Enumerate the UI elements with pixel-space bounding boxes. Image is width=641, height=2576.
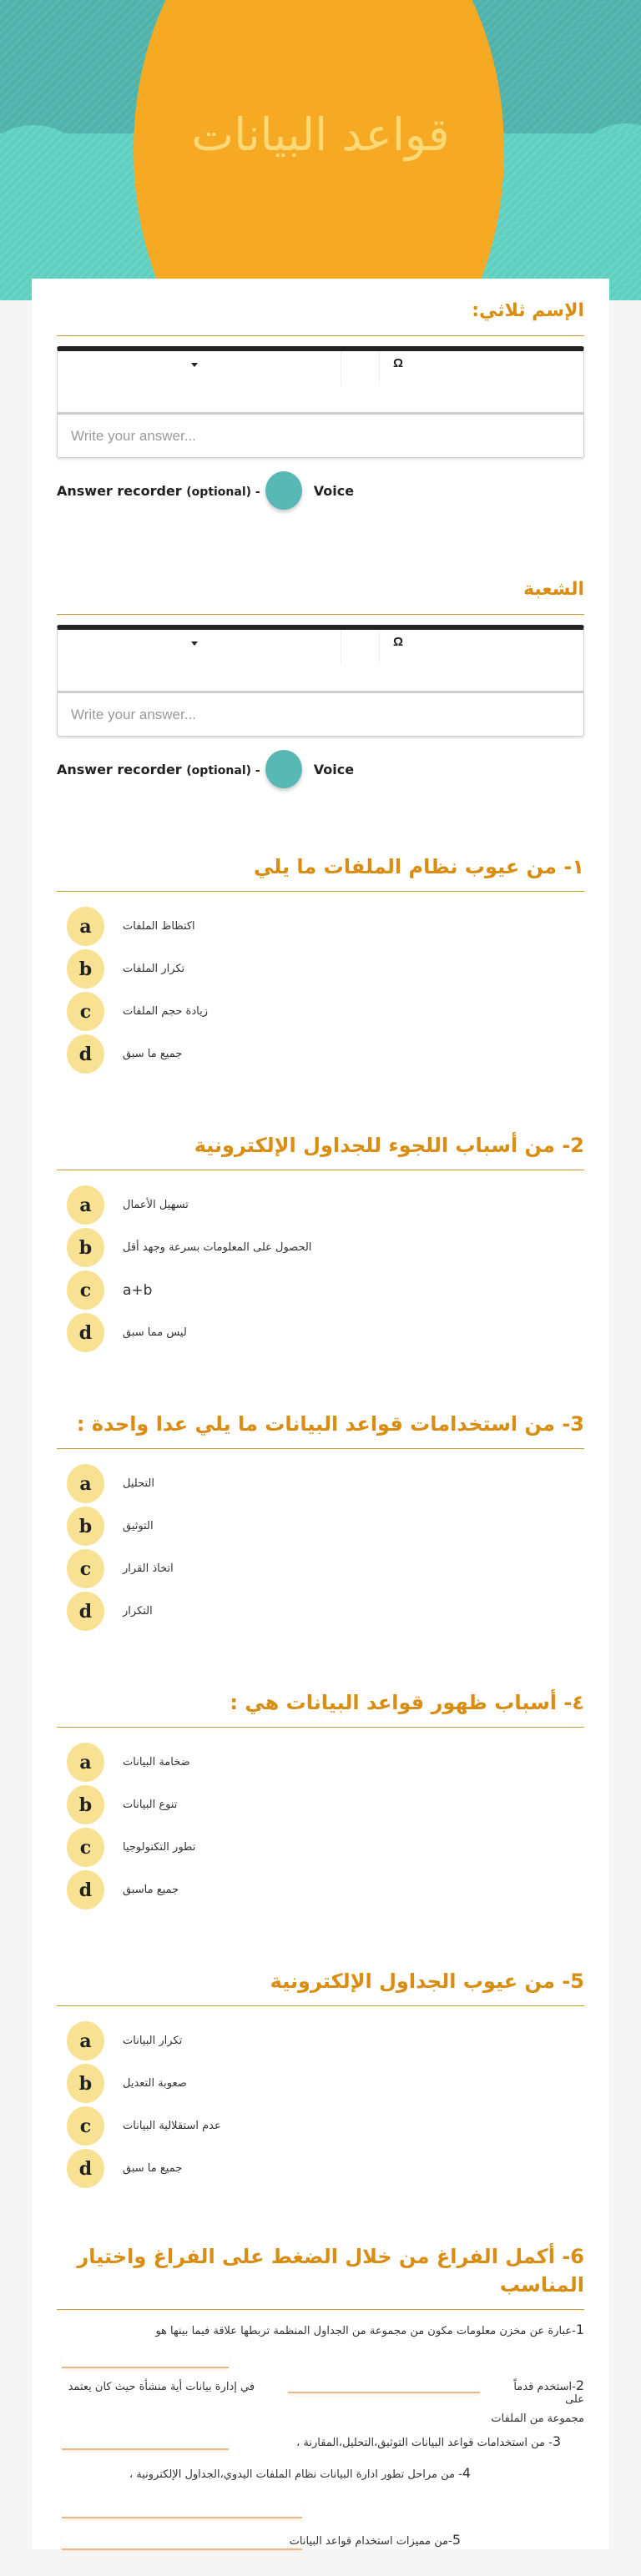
option-b[interactable] xyxy=(67,948,584,990)
record-voice-button[interactable] xyxy=(265,750,302,788)
option-a[interactable] xyxy=(67,1184,584,1226)
divider xyxy=(57,1448,584,1449)
fill-blanks-question xyxy=(57,2242,584,2562)
option-text: تطور التكنولوجيا xyxy=(123,1841,196,1854)
answer-input[interactable] xyxy=(57,692,584,737)
option-d[interactable] xyxy=(67,1033,584,1075)
blank-item-4 xyxy=(57,2465,584,2525)
option-letter-badge: a xyxy=(67,2021,104,2060)
options-list xyxy=(57,2020,584,2190)
option-text: جميع ماسبق xyxy=(123,1884,179,1896)
question-title: الإسم ثلاثي: xyxy=(472,300,584,321)
voice-label: Voice xyxy=(313,761,355,777)
record-voice-button[interactable] xyxy=(265,471,302,510)
question-name xyxy=(57,297,584,510)
divider xyxy=(57,335,584,336)
question-title: 6- أكمل الفراغ من خلال الضغط على الفراغ واختيار المناسب xyxy=(77,2245,584,2297)
item-number: 4 xyxy=(462,2465,471,2481)
page-title: قواعد البيانات xyxy=(191,108,450,161)
option-text: التحليل xyxy=(123,1477,154,1490)
option-text: ضخامة البيانات xyxy=(123,1756,190,1768)
blank-item-1 xyxy=(57,2322,584,2368)
option-letter-badge: c xyxy=(67,1549,104,1588)
recorder-label-text: Answer recorder xyxy=(57,761,182,777)
item-text: - من مراحل تطور ادارة البيانات نظام الملفات اليدوي،الجداول الإلكترونية ، xyxy=(129,2468,462,2481)
option-text: تكرار الملفات xyxy=(123,963,185,975)
option-text: التوثيق xyxy=(123,1520,154,1532)
option-text: تنوع البيانات xyxy=(123,1799,178,1811)
answer-recorder xyxy=(57,750,584,788)
editor-toolbar xyxy=(58,630,583,665)
item-text-line2: مجموعة من الملفات xyxy=(491,2412,584,2425)
divider xyxy=(57,2309,584,2310)
caret-down-icon xyxy=(191,641,198,646)
rich-text-editor[interactable] xyxy=(57,346,584,413)
options-list xyxy=(57,1741,584,1911)
option-d[interactable] xyxy=(67,1869,584,1911)
option-letter-badge: a xyxy=(67,1464,104,1503)
special-char-omega-icon[interactable]: Ω xyxy=(393,635,404,649)
blank-item-5 xyxy=(57,2528,584,2562)
blank-dropdown[interactable] xyxy=(62,2433,229,2450)
option-letter-badge: d xyxy=(67,1034,104,1074)
option-text: زيادة حجم الملفات xyxy=(123,1005,208,1018)
option-letter-badge: a xyxy=(67,1185,104,1225)
option-d[interactable] xyxy=(67,1311,584,1354)
option-b[interactable] xyxy=(67,1226,584,1269)
option-text: الحصول على المعلومات بسرعة وجهد أقل xyxy=(123,1241,312,1254)
option-a[interactable] xyxy=(67,1741,584,1784)
option-c[interactable] xyxy=(67,1547,584,1590)
options-list xyxy=(57,1184,584,1354)
question-title: الشعبة xyxy=(523,579,584,600)
option-d[interactable] xyxy=(67,1590,584,1633)
option-letter-badge: c xyxy=(67,1270,104,1310)
option-letter-badge: d xyxy=(67,1592,104,1631)
option-text: صعوبة التعديل xyxy=(123,2077,187,2090)
blank-item-3 xyxy=(57,2428,584,2462)
question-title: 5- من عيوب الجداول الإلكترونية xyxy=(270,1970,584,1993)
option-text: جميع ما سبق xyxy=(123,2162,183,2175)
item-text: -عبارة عن مخزن معلومات مكون من مجموعة من الجداول المنظمة تربطها علاقة فيما بينها هو xyxy=(155,2325,576,2337)
answer-input[interactable] xyxy=(57,413,584,458)
divider xyxy=(57,614,584,615)
option-letter-badge: c xyxy=(67,2106,104,2146)
answer-recorder xyxy=(57,471,584,510)
mc-question-1 xyxy=(57,853,584,1075)
option-text: a+b xyxy=(123,1281,153,1299)
question-title: ٤- أسباب ظهور قواعد البيانات هي : xyxy=(230,1691,584,1714)
option-b[interactable] xyxy=(67,2062,584,2105)
special-char-omega-icon[interactable]: Ω xyxy=(393,356,404,370)
option-b[interactable] xyxy=(67,1505,584,1547)
option-c[interactable] xyxy=(67,990,584,1033)
options-list xyxy=(57,905,584,1075)
item-text: - من استخدامات قواعد البيانات التوثيق،التحليل،المقارنة ، xyxy=(296,2437,553,2449)
recorder-label xyxy=(57,762,260,777)
item-text: -استخدم قدماً xyxy=(513,2381,576,2393)
option-a[interactable] xyxy=(67,905,584,948)
option-letter-badge: b xyxy=(67,1228,104,1267)
item-number: 1 xyxy=(575,2322,584,2337)
option-text: التكرار xyxy=(123,1605,153,1618)
item-number: 5 xyxy=(452,2532,461,2548)
toolbar-spacer xyxy=(341,630,380,665)
option-text: تكرار البيانات xyxy=(123,2035,183,2047)
question-class xyxy=(57,576,584,788)
option-b[interactable] xyxy=(67,1784,584,1826)
option-letter-badge: b xyxy=(67,1785,104,1824)
blank-dropdown[interactable] xyxy=(62,2502,302,2518)
header-banner xyxy=(0,0,641,300)
question-title: ١- من عيوب نظام الملفات ما يلي xyxy=(253,855,584,878)
voice-label: Voice xyxy=(313,482,355,499)
option-c[interactable] xyxy=(67,1826,584,1869)
recorder-label xyxy=(57,483,260,499)
blank-dropdown[interactable] xyxy=(62,2533,302,2550)
option-text: اكتظاظ الملفات xyxy=(123,920,195,933)
option-letter-badge: a xyxy=(67,1743,104,1782)
option-letter-badge: a xyxy=(67,907,104,946)
mc-question-3 xyxy=(57,1410,584,1633)
divider xyxy=(57,1727,584,1728)
toolbar-spacer xyxy=(341,351,380,386)
recorder-label-text: Answer recorder xyxy=(57,482,182,499)
options-list xyxy=(57,1462,584,1633)
mc-question-5 xyxy=(57,1967,584,2190)
recorder-optional: (optional) - xyxy=(186,763,260,777)
blank-dropdown[interactable] xyxy=(62,2352,229,2368)
blank-item-2 xyxy=(57,2377,584,2425)
option-letter-badge: b xyxy=(67,2064,104,2103)
option-c[interactable] xyxy=(67,2105,584,2147)
item-number: 2 xyxy=(575,2377,584,2393)
recorder-optional: (optional) - xyxy=(186,485,260,499)
option-letter-badge: c xyxy=(67,992,104,1031)
option-text: تسهيل الأعمال xyxy=(123,1199,189,1211)
option-letter-badge: c xyxy=(67,1828,104,1867)
option-text: اتخاذ القرار xyxy=(123,1562,174,1575)
option-letter-badge: d xyxy=(67,1313,104,1352)
divider xyxy=(57,891,584,892)
option-letter-badge: d xyxy=(67,1870,104,1909)
format-dropdown[interactable] xyxy=(58,351,341,386)
blank-dropdown[interactable] xyxy=(288,2377,480,2393)
mc-question-4 xyxy=(57,1688,584,1911)
item-text-after: في إدارة بيانات أية منشأة حيث كان يعتمد على xyxy=(68,2381,584,2406)
option-d[interactable] xyxy=(67,2147,584,2190)
editor-toolbar xyxy=(58,351,583,386)
option-text: ليس مما سبق xyxy=(123,1326,187,1339)
format-dropdown[interactable] xyxy=(58,630,341,665)
divider xyxy=(57,2005,584,2006)
quiz-card xyxy=(32,279,609,2549)
option-letter-badge: b xyxy=(67,949,104,989)
option-text: جميع ما سبق xyxy=(123,1048,183,1060)
option-letter-badge: d xyxy=(67,2149,104,2188)
option-text: عدم استقلالية البيانات xyxy=(123,2120,221,2132)
option-a[interactable] xyxy=(67,2020,584,2062)
question-title: 2- من أسباب اللجوء للجداول الإلكترونية xyxy=(194,1134,584,1157)
option-letter-badge: b xyxy=(67,1507,104,1546)
caret-down-icon xyxy=(191,363,198,367)
question-title: 3- من استخدامات قواعد البيانات ما يلي عدا واحدة : xyxy=(76,1412,584,1436)
rich-text-editor[interactable] xyxy=(57,625,584,692)
item-number: 3 xyxy=(552,2433,561,2449)
mc-question-2 xyxy=(57,1131,584,1354)
option-c[interactable] xyxy=(67,1269,584,1311)
item-text: -من مميزات استخدام قواعد البيانات xyxy=(289,2535,452,2548)
option-a[interactable] xyxy=(67,1462,584,1505)
